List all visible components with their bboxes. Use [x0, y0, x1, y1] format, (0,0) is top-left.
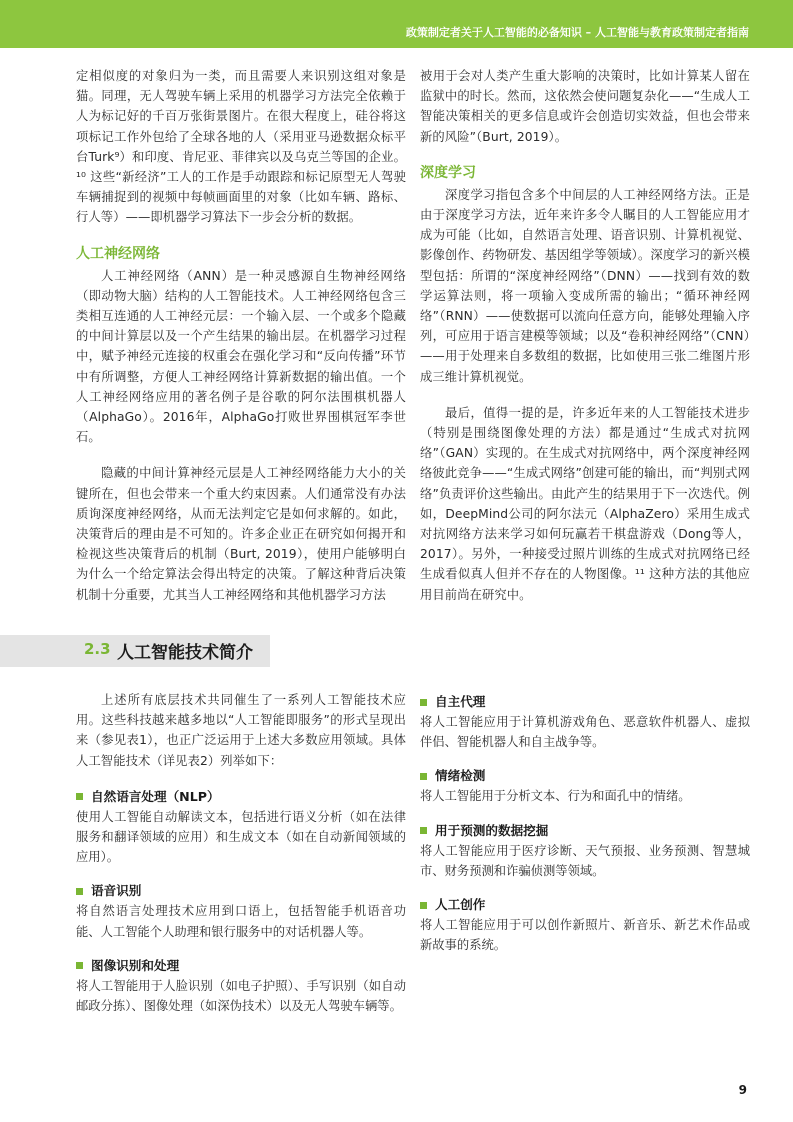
list-item-text: 使用人工智能自动解读文本，包括进行语义分析（如在法律服务和翻译领域的应用）和生成文本（如在自动新闻领域的应用）。 [76, 809, 406, 865]
list-item-title: 语音识别 [91, 883, 142, 899]
list-item-title: 自然语言处理（NLP） [91, 788, 220, 804]
list-item-text: 将人工智能用于分析文本、行为和面孔中的情绪。 [420, 789, 691, 804]
list-item [76, 881, 406, 941]
list-item [76, 787, 406, 868]
body-paragraph: 定相似度的对象归为一类，而且需要人来识别这组对象是猫。同理，无人驾驶车辆上采用的机器学习方法完全依赖于人为标记好的千百万张街景图片。在很大程度上，硅谷将这项标记工作外包给了全球各地的人（采用亚马逊数据众标平台Turk⁹）和印度、肯尼亚、菲律宾以及乌克兰等国的企业。¹⁰ 这些“新经济”工人的工作是手动跟踪和标记原型无人驾驶车辆捕捉到的视频中每帧画面里的对象（比如车辆、路标、行人等）——即机器学习算法下一步会分析的数据。 [76, 69, 406, 225]
page-number: 9 [738, 1083, 747, 1097]
subheading-ann: 人工神经网络 [76, 245, 160, 262]
list-item-text: 将自然语言处理技术应用到口语上，包括智能手机语音功能、人工智能个人助理和银行服务中的对话机器人等。 [76, 904, 406, 939]
bullet-square-icon [76, 793, 83, 800]
upper-left-column [76, 66, 406, 621]
body-paragraph: 深度学习指包含多个中间层的人工神经网络方法。正是由于深度学习方法，近年来许多令人瞩目的人工智能应用才成为可能（比如，自然语言处理、语音识别、计算机视觉、影像创作、药物研发、基因组学等领域）。深度学习的新兴模型包括：所谓的“深度神经网络”（DNN）——找到有效的数学运算法则，将一项输入变成所需的输出；“循环神经网络”（RNN）——使数据可以流向任意方向，能够处理输入序列，可应用于语言建模等领域；以及“卷积神经网络”（CNN）——用于处理来自多数组的数据，比如使用三张二维图片形成三维计算机视觉。 [420, 187, 750, 384]
running-header-title: 政策制定者关于人工智能的必备知识 – 人工智能与教育政策制定者指南 [405, 26, 749, 39]
list-item-title: 人工创作 [435, 897, 486, 913]
bullet-square-icon [76, 962, 83, 969]
section-intro: 上述所有底层技术共同催生了一系列人工智能技术应用。这些科技越来越多地以“人工智能即服务”的形式呈现出来（参见表1），也正广泛运用于上述大多数应用领域。具体人工智能技术（详见表2）列举如下： [76, 693, 406, 768]
lower-left-column [76, 690, 406, 1030]
body-paragraph: 人工神经网络（ANN）是一种灵感源自生物神经网络（即动物大脑）结构的人工智能技术。人工神经网络包含三类相互连通的人工神经元层：一个输入层、一个或多个隐藏的中间计算层以及一个产生结果的输出层。在机器学习过程中，赋予神经元连接的权重会在强化学习和“反向传播”环节中有所调整，方便人工神经网络计算新数据的输出值。一个人工神经网络应用的著名例子是谷歌的阿尔法围棋机器人（AlphaGo）。2016年，AlphaGo打败世界围棋冠军李世石。 [76, 268, 406, 445]
list-item-text: 将人工智能应用于可以创作新照片、新音乐、新艺术作品或新故事的系统。 [420, 918, 750, 953]
list-item-title: 图像识别和处理 [91, 957, 180, 973]
list-item [420, 766, 750, 806]
subheading-deep-learning: 深度学习 [420, 164, 476, 181]
section-number: 2.3 [84, 640, 111, 658]
bullet-square-icon [420, 902, 427, 909]
bullet-square-icon [420, 699, 427, 706]
body-paragraph: 被用于会对人类产生重大影响的决策时，比如计算某人留在监狱中的时长。然而，这依然会使问题复杂化——“生成人工智能决策相关的更多信息或许会创造切实效益，但也会带来新的风险”（Burt, 2019）。 [420, 69, 750, 144]
bullet-square-icon [420, 773, 427, 780]
list-item [420, 895, 750, 955]
list-item-text: 将人工智能用于人脸识别（如电子护照）、手写识别（如自动邮政分拣）、图像处理（如深伪技术）以及无人驾驶车辆等。 [76, 978, 406, 1014]
list-item [76, 956, 406, 1016]
bullet-square-icon [76, 888, 83, 895]
list-item [420, 821, 750, 881]
list-item [420, 692, 750, 752]
list-item-text: 将人工智能应用于医疗诊断、天气预报、业务预测、智慧城市、财务预测和诈骗侦测等领域。 [420, 843, 750, 878]
section-title: 人工智能技术简介 [117, 643, 253, 663]
list-item-title: 用于预测的数据挖掘 [435, 822, 549, 838]
upper-right-column [420, 66, 750, 621]
body-paragraph: 最后，值得一提的是，许多近年来的人工智能技术进步（特别是围绕图像处理的方法）都是通过“生成式对抗网络”（GAN）实现的。在生成式对抗网络中，两个深度神经网络彼此竞争——“生成式网络”创建可能的输出，而“判别式网络”负责评价这些输出。由此产生的结果用于下一次迭代。例如，DeepMind公司的阿尔法元（AlphaZero）采用生成式对抗网络方法来学习如何玩赢若干棋盘游戏（Dong等人，2017）。另外，一种接受过照片训练的生成式对抗网络已经生成看似真人但并不存在的人物图像。¹¹ 这种方法的其他应用目前尚在研究中。 [420, 405, 750, 602]
lower-right-column [420, 692, 750, 969]
list-item-text: 将人工智能应用于计算机游戏角色、恶意软件机器人、虚拟伴侣、智能机器人和自主战争等。 [420, 715, 750, 750]
list-item-title: 自主代理 [435, 694, 486, 709]
list-item-title: 情绪检测 [435, 768, 486, 784]
body-paragraph: 隐藏的中间计算神经元层是人工神经网络能力大小的关键所在，但也会带来一个重大约束因素。人们通常没有办法质询深度神经网络，从而无法判定它是如何求解的。如此，决策背后的理由是不可知的。许多企业正在研究如何揭开和检视这些决策背后的机制（Burt, 2019），使用户能够明白为什么一个给定算法会得出特定的决策。了解这种背后决策机制十分重要，尤其当人工神经网络和其他机器学习方法 [76, 466, 406, 602]
bullet-square-icon [420, 827, 427, 834]
